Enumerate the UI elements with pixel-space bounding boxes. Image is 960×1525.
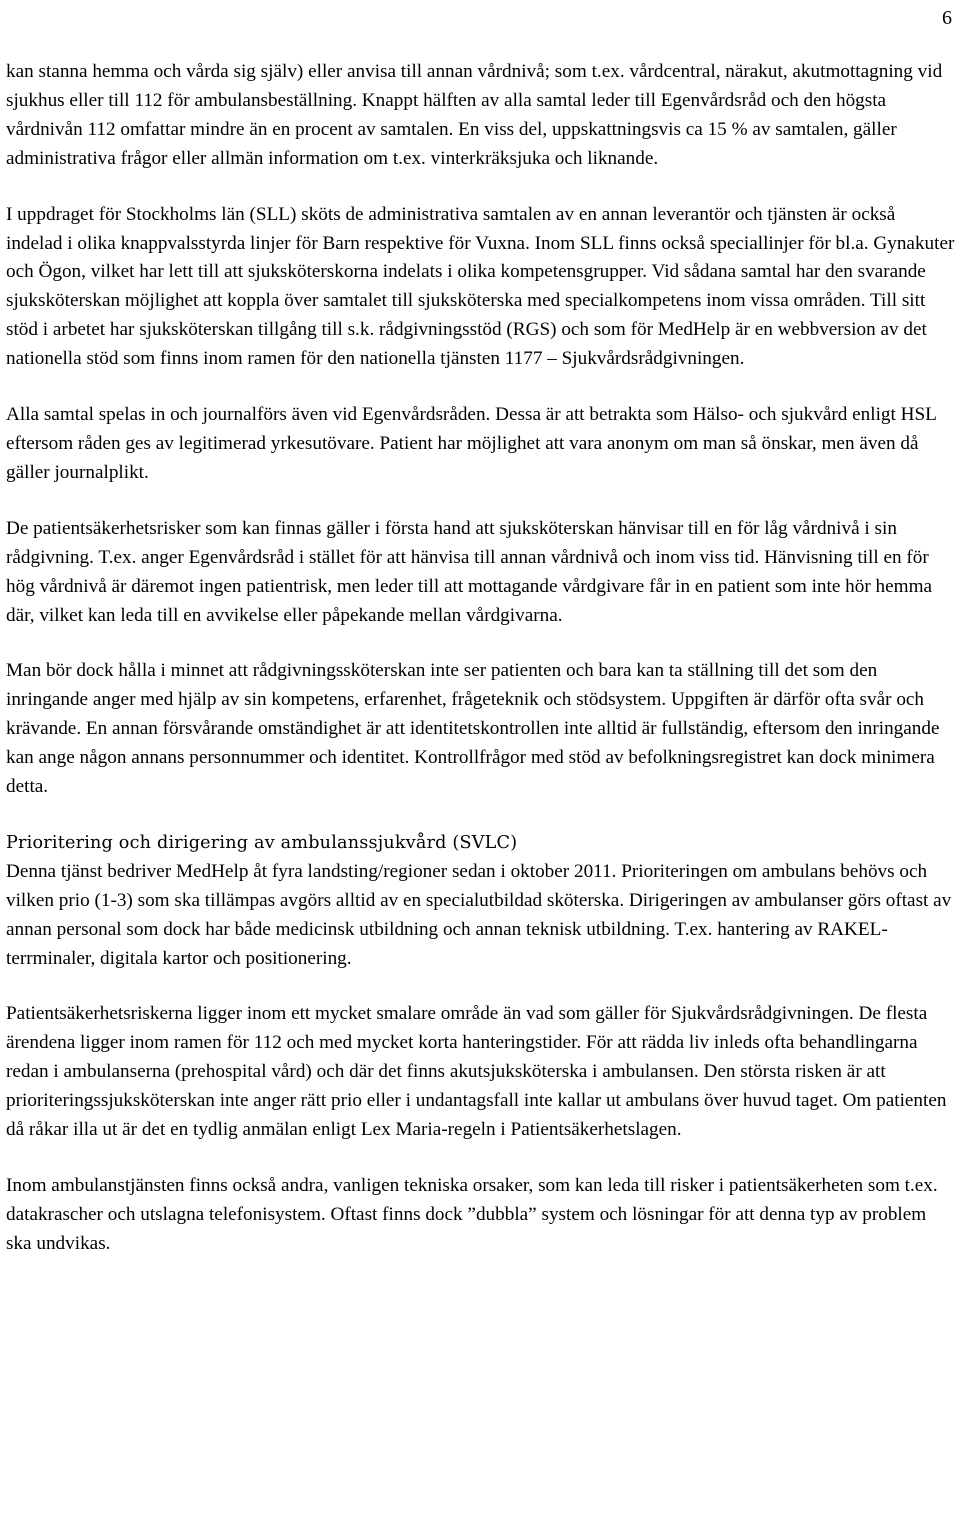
- paragraph-6: Patientsäkerhetsriskerna ligger inom ett mycket smalare område än vad som gäller för Sjukvårdsrådgivningen. De flesta ärendena ligger inom ramen för 112 och med mycket korta hanteringstider. För att rädda liv inleds ofta behandlingarna redan i ambulanserna (prehospital vård) och där det finns akutsjuksköterska i ambulansen. Den största risken är att prioriteringssjuksköterskan inte anger rätt prio eller i undantagsfall inte kallar ut ambulans över huvud taget. Om patienten då råkar illa ut är det en tydlig anmälan enligt Lex Maria-regeln i Patientsäkerhetslagen.: [6, 1003, 947, 1141]
- paragraph-2: I uppdraget för Stockholms län (SLL) sköts de administrativa samtalen av en annan leverantör och tjänsten är också indelad i olika knappvalsstyrda linjer för Barn respektive för Vuxna. Inom SLL finns också speciallinjer för bl.a. Gynakuter och Ögon, vilket har lett till att sjuksköterskorna indelats i olika kompetensgrupper. Vid sådana samtal har den svarande sjuksköterskan möjlighet att koppla över samtalet till sjuksköterska med specialkompetens inom vissa områden. Till sitt stöd i arbetet har sjuksköterskan tillgång till s.k. rådgivningsstöd (RGS) och som för MedHelp är en webbversion av det nationella stöd som finns inom ramen för den nationella tjänsten 1177 – Sjukvårdsrådgivningen.: [6, 203, 955, 370]
- section-heading: Prioritering och dirigering av ambulanssjukvård (SVLC): [6, 832, 518, 853]
- paragraph-7: Inom ambulanstjänsten finns också andra, vanligen tekniska orsaker, som kan leda till risker i patientsäkerheten som t.ex. datakrascher och utslagna telefonisystem. Oftast finns dock ”dubbla” system och lösningar för att denna typ av problem ska undvikas.: [6, 1175, 938, 1254]
- section-body: Denna tjänst bedriver MedHelp åt fyra landsting/regioner sedan i oktober 2011. Prioriteringen om ambulans behövs och vilken prio (1-3) som ska tillämpas avgörs alltid av en specialutbildad sköterska. Dirigeringen av ambulanser görs oftast av annan personal som dock har både medicinsk utbildning och annan teknisk utbildning. T.ex. hantering av RAKEL-terrminaler, digitala kartor och positionering.: [6, 860, 952, 969]
- paragraph-5: Man bör dock hålla i minnet att rådgivningssköterskan inte ser patienten och bara kan ta ställning till det som den inringande anger med hjälp av sin kompetens, erfarenhet, frågeteknik och stödsystem. Uppgiften är därför ofta svår och krävande. En annan försvårande omständighet är att identitetskontrollen inte alltid är fullständig, eftersom den inringande kan ange någon annans personnummer och identitet. Kontrollfrågor med stöd av befolkningsregistret kan dock minimera detta.: [6, 660, 940, 798]
- paragraph-1: kan stanna hemma och vårda sig själv) eller anvisa till annan vårdnivå; som t.ex. vårdcentral, närakut, akutmottagning vid sjukhus eller till 112 för ambulansbeställning. Knappt hälften av alla samtal leder till Egenvårdsråd och den högsta vårdnivån 112 omfattar mindre än en procent av samtalen. En viss del, uppskattningsvis ca 15 % av samtalen, gäller administrativa frågor eller allmän information om t.ex. vinterkräksjuka och liknande.: [6, 61, 943, 169]
- paragraph-3: Alla samtal spelas in och journalförs även vid Egenvårdsråden. Dessa är att betrakta som Hälso- och sjukvård enligt HSL eftersom råden ges av legitimerad yrkesutövare. Patient har möjlighet att vara anonym om man så önskar, men även då gäller journalplikt.: [6, 404, 937, 483]
- section-ambulance: [6, 829, 956, 974]
- paragraph-4: De patientsäkerhetsrisker som kan finnas gäller i första hand att sjuksköterskan hänvisar till en för låg vårdnivå i sin rådgivning. T.ex. anger Egenvårdsråd i stället för att hänvisa till annan vårdnivå och inom viss tid. Hänvisning till en för hög vårdnivå är däremot ingen patientrisk, men leder till att mottagande vårdgivare får in en patient som inte hör hemma där, vilket kan leda till en avvikelse eller påpekande mellan vårdgivarna.: [6, 517, 933, 626]
- page-number: 6: [942, 7, 952, 29]
- document-body: [6, 58, 956, 1286]
